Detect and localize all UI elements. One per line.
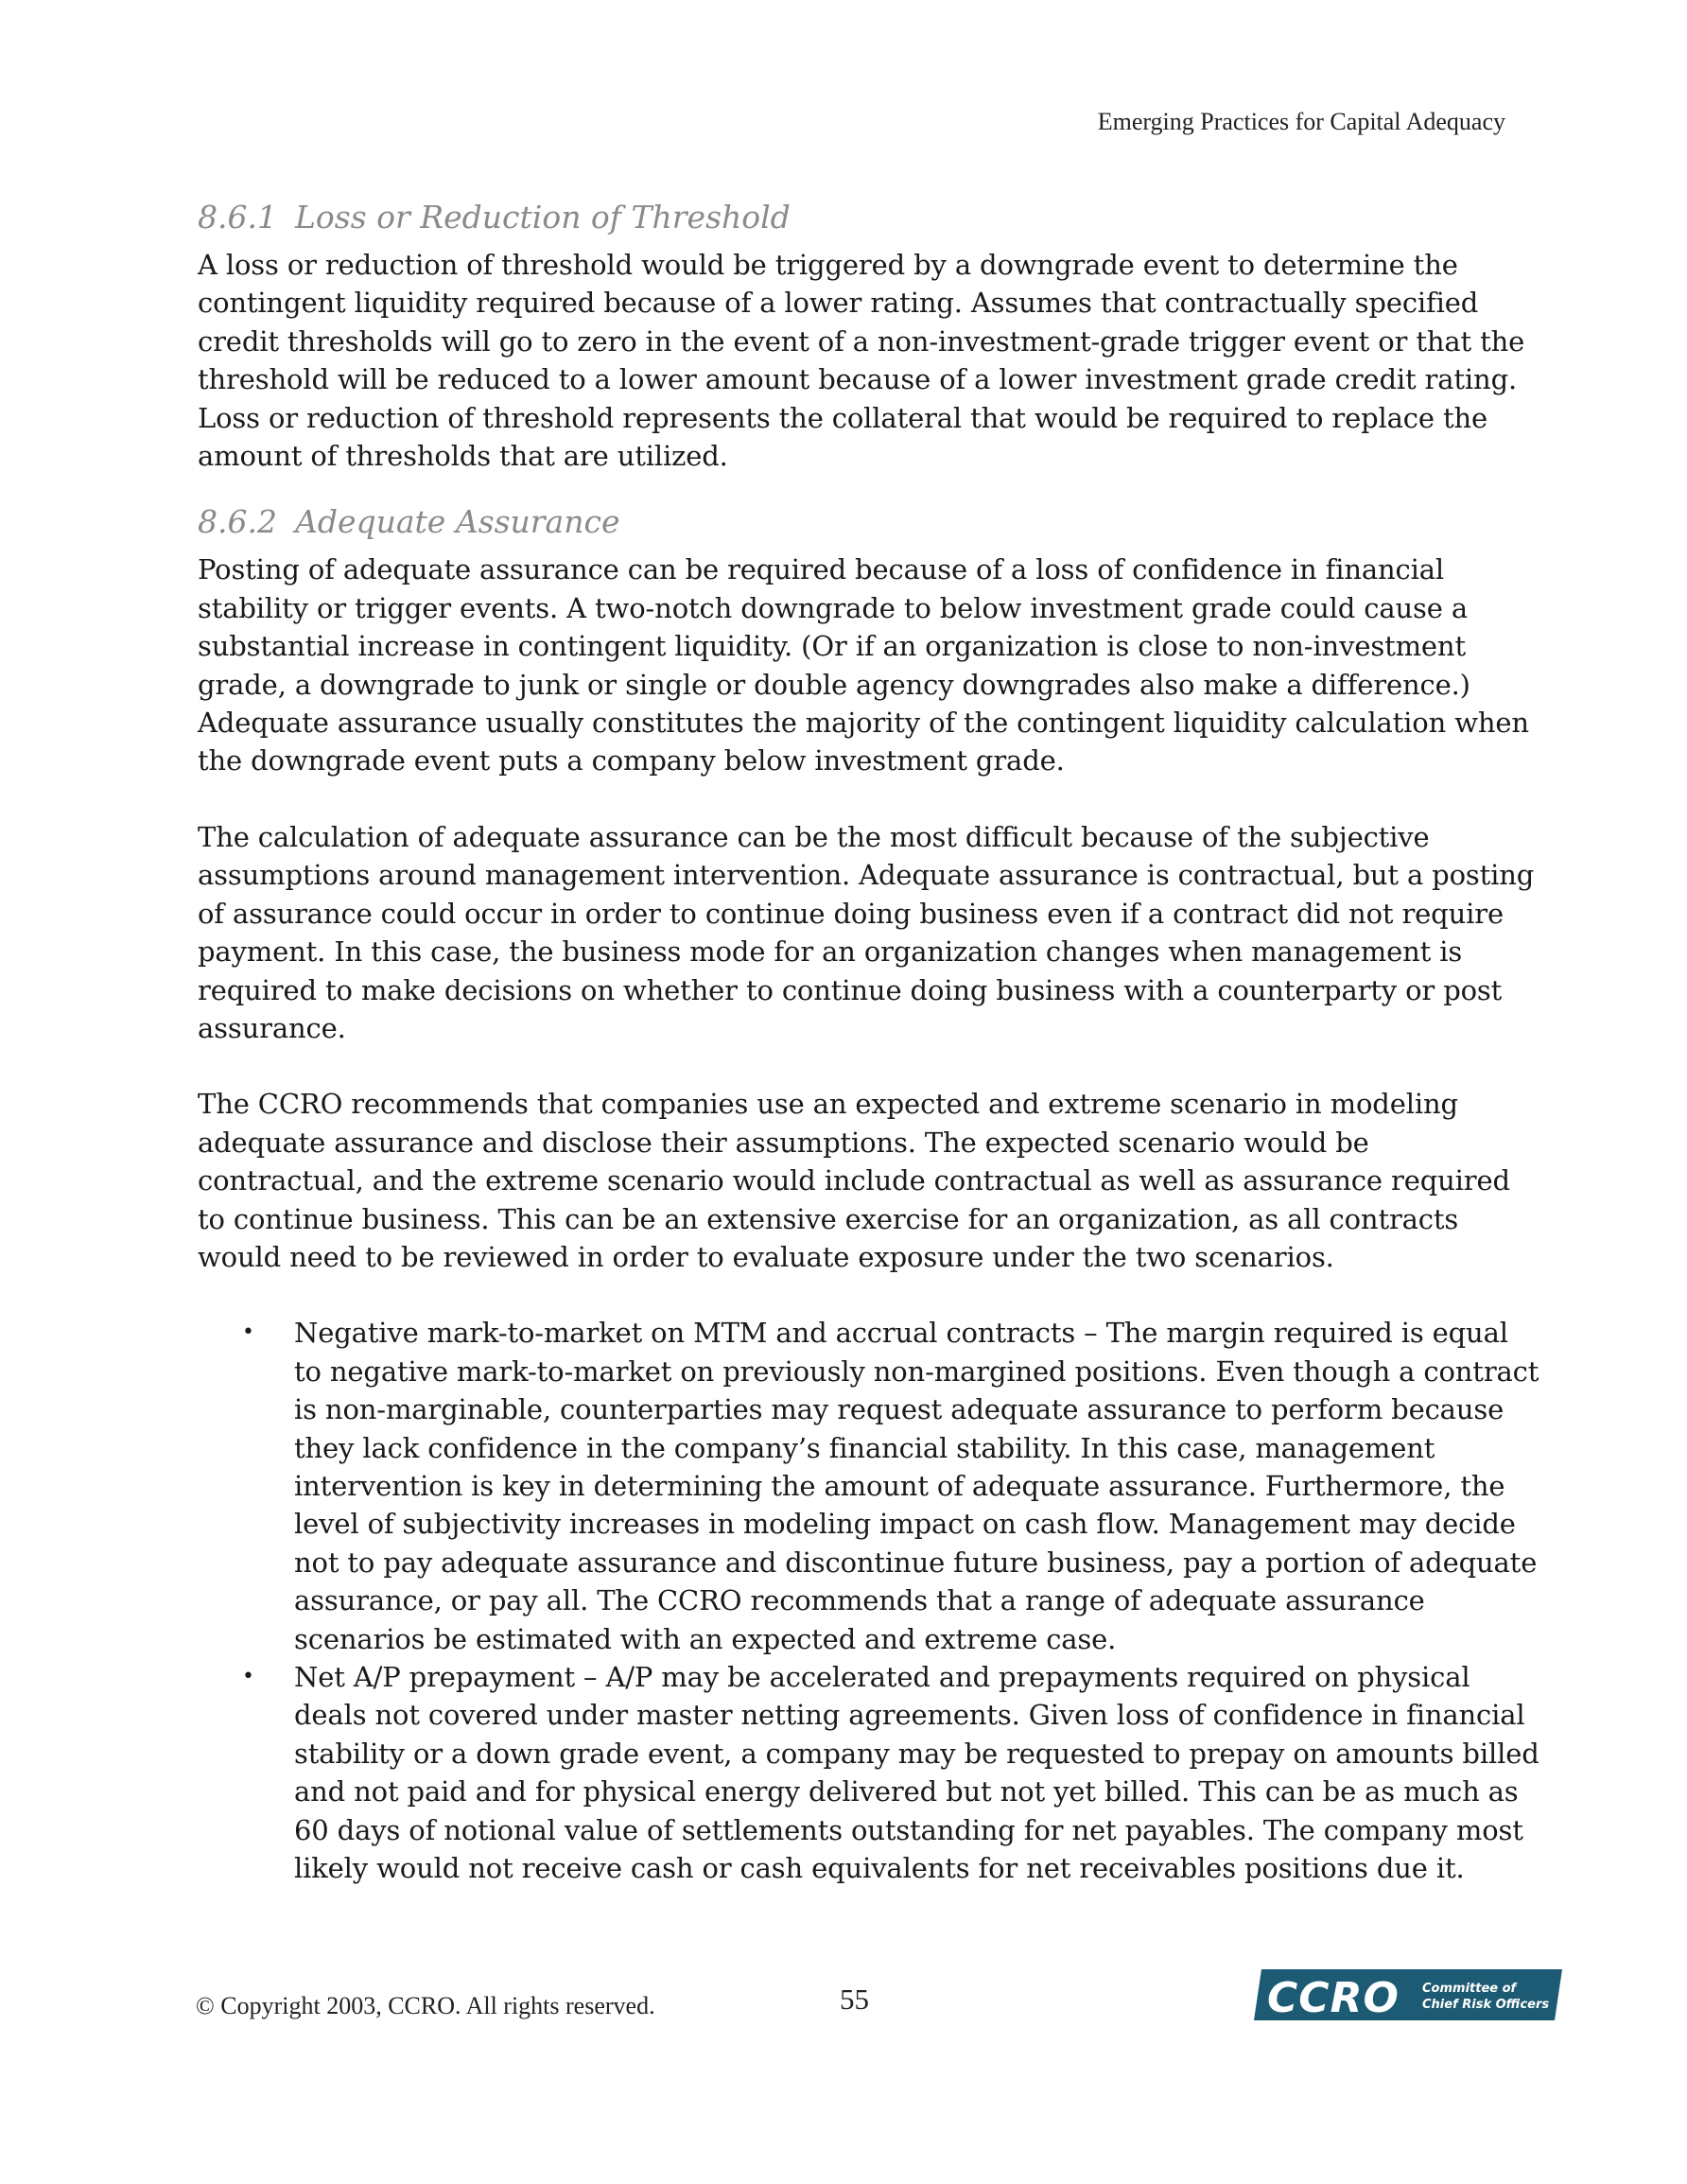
paragraph: The CCRO recommends that companies use an expected and extreme scenario in modeling adequate assurance and disclose their assumptions. The expected scenario would be contractual, and the extreme scenario would include contractual as well as assurance required to continue business. This can be an extensive exercise for an organization, as all contracts would need to be reviewed in order to evaluate exposure under the two scenarios. (198, 1088, 1510, 1273)
bullet-icon: • (242, 1320, 254, 1345)
list-item-text: Negative mark-to-market on MTM and accrual contracts – The margin required is equal to negative mark-to-market on previously non-margined positions. Even though a contract is non-marginable, counterparties may request adequate assurance to perform because they lack confidence in the company’s financial stability. In this case, management intervention is key in determining the amount of adequate assurance. Furthermore, the level of subjectivity increases in modeling impact on cash flow. Management may decide not to pay adequate assurance and discontinue future business, pay a portion of adequate assurance, or pay all. The CCRO recommends that a range of adequate assurance scenarios be estimated with an expected and extreme case. (294, 1317, 1539, 1655)
logo-mark: CCRO (1267, 1974, 1400, 2020)
bullet-list (198, 1314, 1540, 1887)
section-title: Loss or Reduction of Threshold (295, 199, 791, 236)
section-title: Adequate Assurance (295, 503, 620, 541)
logo-line1: Committee of (1422, 1982, 1517, 1996)
section-number: 8.6.1 (198, 199, 277, 236)
document-body (198, 191, 1540, 1887)
logo-line2: Chief Risk Officers (1422, 1998, 1550, 2012)
bullet-icon: • (242, 1665, 254, 1688)
section-heading (198, 496, 1540, 549)
page-number: 55 (840, 1983, 869, 2016)
list-item-text: Net A/P prepayment – A/P may be accelerated and prepayments required on physical deals not covered under master netting agreements. Given loss of confidence in financial stability or a down grade event, a company may be requested to prepay on amounts billed and not paid and for physical energy delivered but not yet billed. This can be as much as 60 days of notional value of settlements outstanding for net payables. The company most likely would not receive cash or cash equivalents for net receivables positions due it. (294, 1661, 1539, 1885)
ccro-logo (1254, 1969, 1562, 2020)
section-heading (198, 191, 1540, 244)
paragraph: The calculation of adequate assurance can be the most difficult because of the subjective assumptions around management intervention. Adequate assurance is contractual, but a posting of assurance could occur in order to continue doing business even if a contract did not require payment. In this case, the business mode for an organization changes when management is required to make decisions on whether to continue doing business with a counterparty or post assurance. (198, 820, 1535, 1044)
copyright-notice: © Copyright 2003, CCRO. All rights reserved. (196, 1992, 655, 2019)
paragraph: A loss or reduction of threshold would be triggered by a downgrade event to determine the contingent liquidity required because of a lower rating. Assumes that contractually specified credit thresholds will go to zero in the event of a non-investment-grade trigger event or that the threshold will be reduced to a lower amount because of a lower investment grade credit rating. Loss or reduction of threshold represents the collateral that would be required to replace the amount of thresholds that are utilized. (198, 249, 1525, 473)
section-number: 8.6.2 (198, 503, 277, 541)
list-item (198, 1314, 1540, 1658)
running-header: Emerging Practices for Capital Adequacy (1097, 108, 1505, 135)
paragraph: Posting of adequate assurance can be required because of a loss of confidence in financial stability or trigger events. A two-notch downgrade to below investment grade could cause a substantial increase in contingent liquidity. (Or if an organization is close to non-investment grade, a downgrade to junk or single or double agency downgrades also make a difference.) Adequate assurance usually constitutes the majority of the contingent liquidity calculation when the downgrade event puts a company below investment grade. (198, 553, 1529, 778)
list-item (198, 1658, 1540, 1887)
